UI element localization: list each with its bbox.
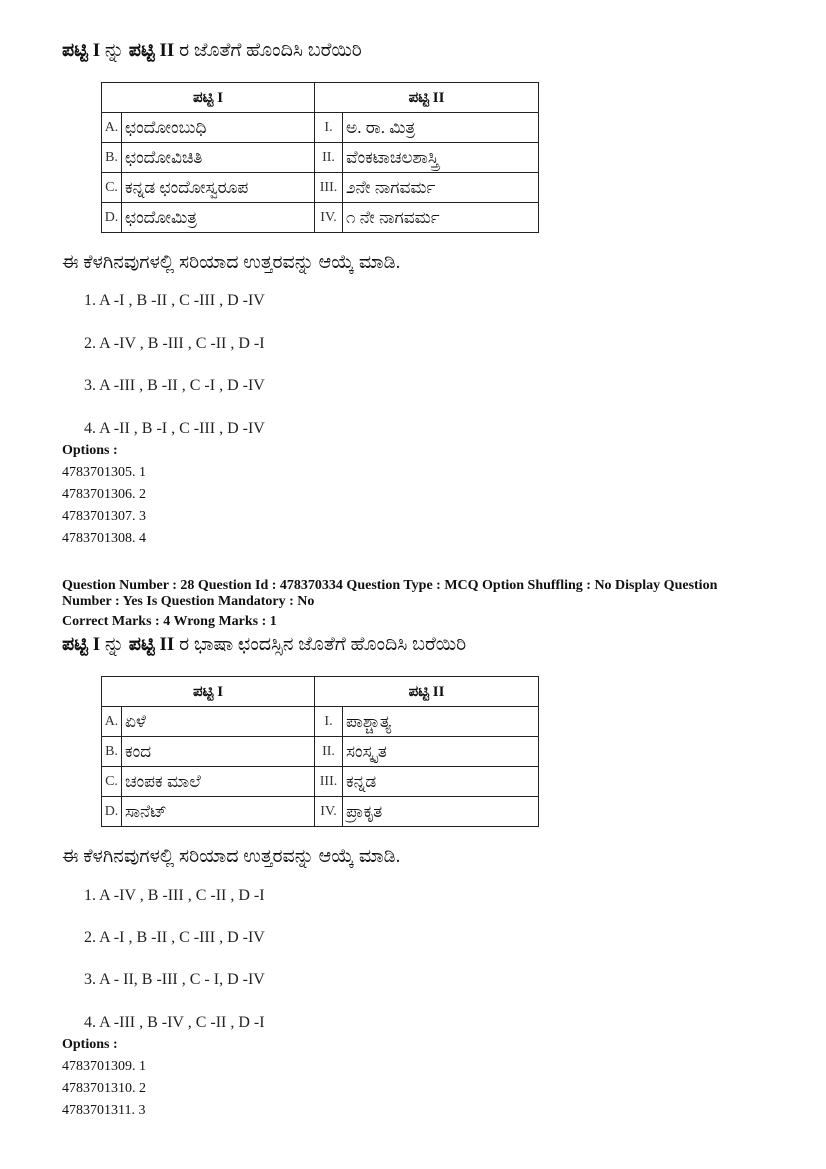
- row-key-right: I.: [315, 707, 343, 737]
- row-key-right: III.: [315, 767, 343, 797]
- q2-meta-line-2: Number : Yes Is Question Mandatory : No: [62, 594, 315, 609]
- row-key-right: IV.: [315, 203, 343, 233]
- q2-choice-1: 1. A -IV , B -III , C -II , D -I: [84, 887, 265, 904]
- q2-option-3: 4783701311. 3: [62, 1103, 146, 1118]
- table-row: [102, 113, 539, 143]
- row-value-left: ಛಂದೋಂಬುಧಿ: [122, 113, 315, 143]
- row-value-left: ಏಳೆ: [122, 707, 315, 737]
- row-key-left: D.: [102, 797, 122, 827]
- row-key-left: C.: [102, 767, 122, 797]
- row-key-right: II.: [315, 737, 343, 767]
- q1-option-2: 4783701306. 2: [62, 487, 146, 502]
- row-value-right: ೨ನೇ ನಾಗವರ್ಮ: [343, 173, 539, 203]
- q1-option-1: 4783701305. 1: [62, 465, 146, 480]
- q1-heading: [62, 40, 362, 62]
- row-key-right: IV.: [315, 797, 343, 827]
- row-key-left: D.: [102, 203, 122, 233]
- row-value-right: ವೆಂಕಟಾಚಲಶಾಸ್ತ್ರಿ: [343, 143, 539, 173]
- q2-option-2: 4783701310. 2: [62, 1081, 146, 1096]
- q2-heading-list1-num: I: [87, 634, 105, 655]
- row-value-right: ಪ್ರಾಕೃತ: [343, 797, 539, 827]
- q1-heading-list1-num: I: [87, 40, 105, 61]
- table-row: [102, 173, 539, 203]
- row-value-left: ಸಾನೆಟ್: [122, 797, 315, 827]
- row-key-left: A.: [102, 707, 122, 737]
- q2-option-1: 4783701309. 1: [62, 1059, 146, 1074]
- q2-meta-line-1: Question Number : 28 Question Id : 478370334 Question Type : MCQ Option Shuffling : No Display Question: [62, 578, 718, 593]
- table-row: [102, 707, 539, 737]
- q1-option-4: 4783701308. 4: [62, 531, 146, 546]
- row-key-left: B.: [102, 143, 122, 173]
- row-key-right: III.: [315, 173, 343, 203]
- q1-heading-list2-word: ಪಟ್ಟಿ: [128, 40, 155, 61]
- row-key-right: I.: [315, 113, 343, 143]
- q2-heading-rest: ರ ಭಾಷಾ ಛಂದಸ್ಸಿನ ಜೊತೆಗೆ ಹೊಂದಿಸಿ ಬರೆಯಿರಿ: [179, 634, 467, 655]
- q2-choice-3: 3. A - II, B -III , C - I, D -IV: [84, 971, 265, 988]
- row-value-right: ಸಂಸ್ಕೃತ: [343, 737, 539, 767]
- q1-choice-3: 3. A -III , B -II , C -I , D -IV: [84, 377, 265, 394]
- q2-choice-2: 2. A -I , B -II , C -III , D -IV: [84, 929, 265, 946]
- q2-heading-list1-word: ಪಟ್ಟಿ: [62, 634, 88, 655]
- table-row: [102, 767, 539, 797]
- q1-heading-connector: ನ್ನು: [104, 40, 129, 61]
- row-value-right: ೧ ನೇ ನಾಗವರ್ಮ: [343, 203, 539, 233]
- q1-header-list1: ಪಟ್ಟಿ I: [102, 83, 315, 113]
- q1-table-header-row: [102, 83, 539, 113]
- table-row: [102, 203, 539, 233]
- q2-heading: [62, 634, 466, 656]
- q1-heading-list2-num: II: [154, 40, 180, 61]
- q2-heading-list2-num: II: [154, 634, 180, 655]
- q2-header-list1: ಪಟ್ಟಿ I: [102, 677, 315, 707]
- q2-heading-connector: ನ್ನು: [104, 634, 129, 655]
- q1-choice-4: 4. A -II , B -I , C -III , D -IV: [84, 420, 265, 437]
- row-value-right: ಪಾಶ್ಚಾತ್ಯ: [343, 707, 539, 737]
- row-value-left: ಚಂಪಕ ಮಾಲೆ: [122, 767, 315, 797]
- row-value-right: ಅ. ರಾ. ಮಿತ್ರ: [343, 113, 539, 143]
- q1-header-list2: ಪಟ್ಟಿ II: [315, 83, 539, 113]
- row-key-right: II.: [315, 143, 343, 173]
- q2-meta-line-3: Correct Marks : 4 Wrong Marks : 1: [62, 614, 277, 629]
- q1-match-table: [101, 82, 539, 233]
- q1-choice-2: 2. A -IV , B -III , C -II , D -I: [84, 335, 265, 352]
- q1-option-3: 4783701307. 3: [62, 509, 146, 524]
- table-row: [102, 143, 539, 173]
- q2-match-table: [101, 676, 539, 827]
- q2-options-label: Options :: [62, 1037, 118, 1052]
- q2-choice-4: 4. A -III , B -IV , C -II , D -I: [84, 1014, 265, 1031]
- row-value-left: ಛಂದೋಮಿತ್ರ: [122, 203, 315, 233]
- row-value-left: ಕಂದ: [122, 737, 315, 767]
- row-key-left: A.: [102, 113, 122, 143]
- row-value-right: ಕನ್ನಡ: [343, 767, 539, 797]
- table-row: [102, 737, 539, 767]
- q1-options-label: Options :: [62, 443, 118, 458]
- row-key-left: C.: [102, 173, 122, 203]
- row-key-left: B.: [102, 737, 122, 767]
- row-value-left: ಕನ್ನಡ ಛಂದೋಸ್ವರೂಪ: [122, 173, 315, 203]
- q2-header-list2: ಪಟ್ಟಿ II: [315, 677, 539, 707]
- q2-table-header-row: [102, 677, 539, 707]
- q2-heading-list2-word: ಪಟ್ಟಿ: [128, 634, 155, 655]
- q1-instruction: ಈ ಕೆಳಗಿನವುಗಳಲ್ಲಿ ಸರಿಯಾದ ಉತ್ತರವನ್ನು ಆಯ್ಕೆ ಮಾಡಿ.: [62, 252, 401, 273]
- table-row: [102, 797, 539, 827]
- q1-heading-rest: ರ ಜೊತೆಗೆ ಹೊಂದಿಸಿ ಬರೆಯಿರಿ: [179, 40, 362, 61]
- q2-instruction: ಈ ಕೆಳಗಿನವುಗಳಲ್ಲಿ ಸರಿಯಾದ ಉತ್ತರವನ್ನು ಆಯ್ಕೆ ಮಾಡಿ.: [62, 846, 401, 867]
- q1-heading-list1-word: ಪಟ್ಟಿ: [62, 40, 88, 61]
- row-value-left: ಛಂದೋವಿಚಿತಿ: [122, 143, 315, 173]
- q1-choice-1: 1. A -I , B -II , C -III , D -IV: [84, 292, 265, 309]
